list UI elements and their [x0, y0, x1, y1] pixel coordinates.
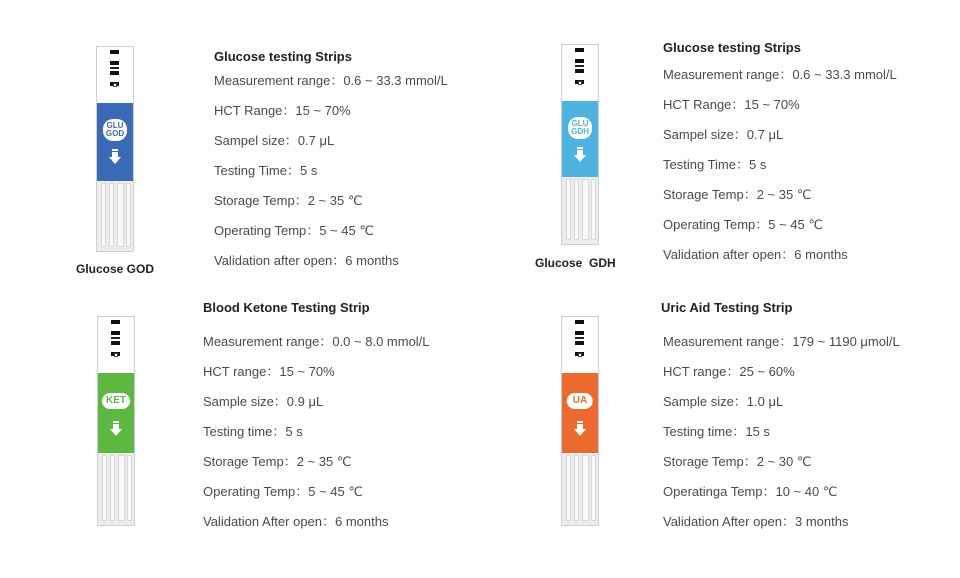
spec-measurement-range: Measurement range：0.6 ~ 33.3 mmol/L: [214, 73, 448, 88]
spec-hct-range: HCT range：25 ~ 60%: [663, 364, 795, 379]
spec-operating-temp: Operatinga Temp：10 ~ 40 ℃: [663, 484, 838, 499]
electrode-pattern: [566, 179, 594, 240]
spec-validation: Validation after open：6 months: [663, 247, 848, 262]
strip-dot-icon: [114, 353, 118, 357]
electrode-pattern: [566, 455, 594, 521]
spec-hct-range: HCT Range：15 ~ 70%: [663, 97, 800, 112]
arrow-down-icon: [574, 147, 586, 163]
spec-sample-size: Sampel size：0.7 μL: [214, 133, 335, 148]
strip-badge: GLU GOD: [103, 119, 127, 141]
spec-validation: Validation after open：6 months: [214, 253, 399, 268]
spec-sample-size: Sample size：1.0 μL: [663, 394, 784, 409]
strip-color-band: [562, 373, 598, 453]
spec-operating-temp: Operating Temp：5 ~ 45 ℃: [663, 217, 823, 232]
spec-list: [214, 70, 448, 280]
test-strip-uric-acid: [561, 316, 599, 526]
spec-measurement-range: Measurement range：0.0 ~ 8.0 mmol/L: [203, 334, 430, 349]
strip-dot-icon: [113, 83, 117, 87]
test-strip-glucose-gdh: [561, 44, 599, 245]
test-strip-ketone: [97, 316, 135, 526]
spec-list: [663, 64, 897, 274]
spec-title: Glucose testing Strips: [214, 49, 352, 64]
arrow-down-icon: [110, 421, 122, 437]
spec-title: Glucose testing Strips: [663, 40, 801, 55]
test-strip-glucose-god: [96, 46, 134, 252]
spec-title: Blood Ketone Testing Strip: [203, 300, 370, 315]
strip-label: Glucose GDH: [535, 256, 616, 270]
arrow-down-icon: [574, 421, 586, 437]
spec-storage-temp: Storage Temp：2 ~ 35 ℃: [214, 193, 363, 208]
strip-color-band: [98, 373, 134, 453]
spec-operating-temp: Operating Temp：5 ~ 45 ℃: [214, 223, 374, 238]
spec-hct-range: HCT range：15 ~ 70%: [203, 364, 335, 379]
spec-hct-range: HCT Range：15 ~ 70%: [214, 103, 351, 118]
electrode-pattern: [101, 183, 129, 247]
strip-color-band: [562, 101, 598, 177]
electrode-pattern: [102, 455, 130, 521]
spec-storage-temp: Storage Temp：2 ~ 35 ℃: [663, 187, 812, 202]
spec-testing-time: Testing Time：5 s: [663, 157, 767, 172]
spec-validation: Validation After open：6 months: [203, 514, 389, 529]
spec-storage-temp: Storage Temp：2 ~ 30 ℃: [663, 454, 812, 469]
spec-testing-time: Testing Time：5 s: [214, 163, 318, 178]
spec-list: [663, 331, 900, 541]
spec-storage-temp: Storage Temp：2 ~ 35 ℃: [203, 454, 352, 469]
spec-testing-time: Testing time：15 s: [663, 424, 770, 439]
spec-list: [203, 331, 430, 541]
spec-operating-temp: Operating Temp：5 ~ 45 ℃: [203, 484, 363, 499]
strip-label: Glucose GOD: [76, 262, 155, 276]
strip-badge: UA: [567, 393, 593, 409]
spec-testing-time: Testing time：5 s: [203, 424, 303, 439]
strip-badge: GLU GDH: [568, 117, 592, 139]
strip-dot-icon: [578, 353, 582, 357]
spec-sample-size: Sample size：0.9 μL: [203, 394, 324, 409]
strip-dot-icon: [578, 81, 582, 85]
spec-validation: Validation After open：3 months: [663, 514, 849, 529]
spec-measurement-range: Measurement range：179 ~ 1190 μmol/L: [663, 334, 900, 349]
spec-measurement-range: Measurement range：0.6 ~ 33.3 mmol/L: [663, 67, 897, 82]
spec-title: Uric Aid Testing Strip: [661, 300, 793, 315]
arrow-down-icon: [109, 149, 121, 165]
strip-badge: KET: [102, 393, 130, 409]
spec-sample-size: Sampel size：0.7 μL: [663, 127, 784, 142]
strip-color-band: [97, 103, 133, 181]
